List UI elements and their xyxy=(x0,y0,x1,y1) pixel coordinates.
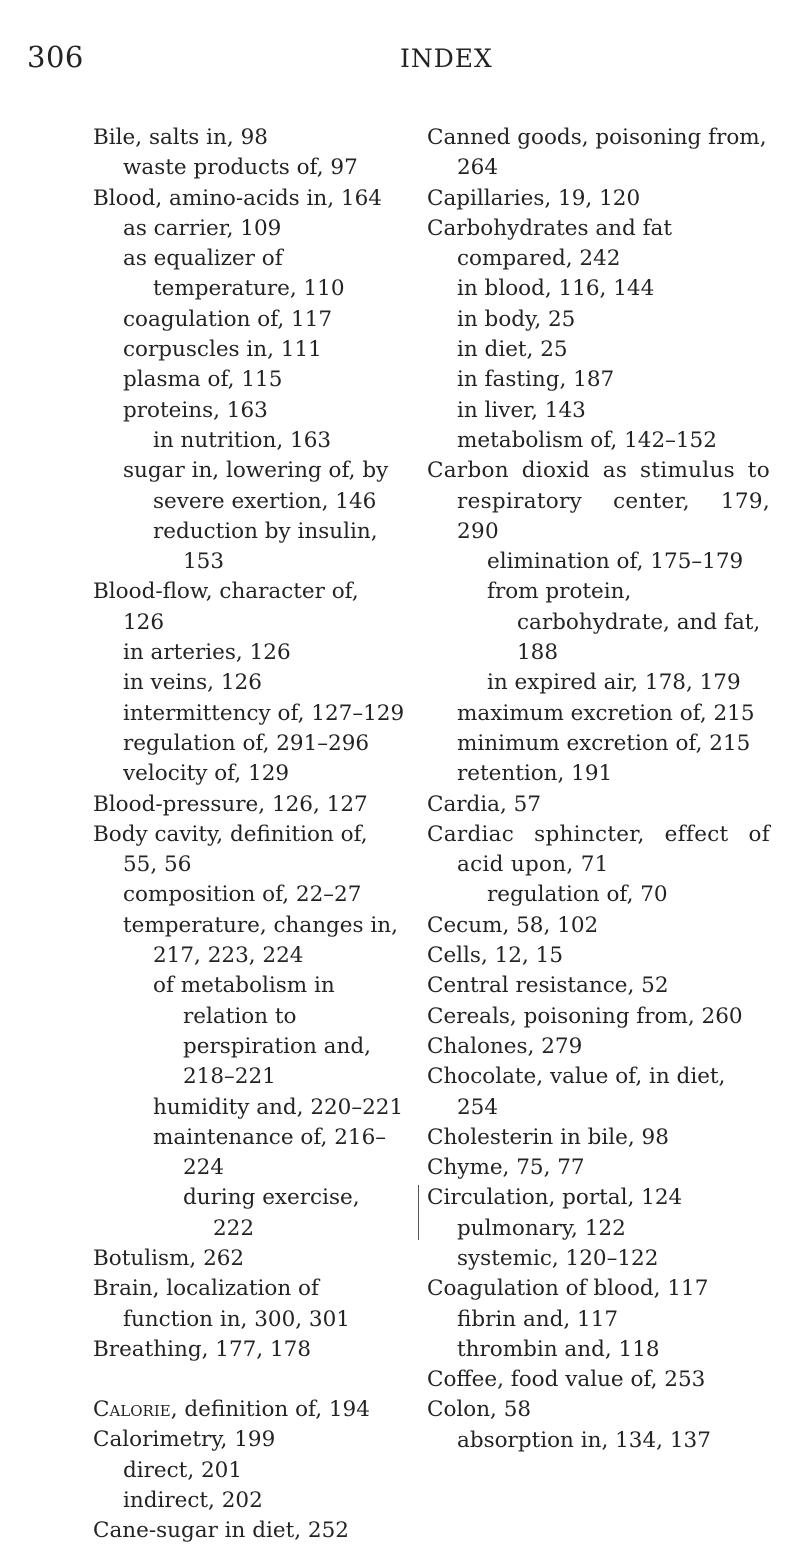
index-entry: Colon, 58 xyxy=(427,1397,532,1423)
index-entry: Brain, localization of function in, 300, 301 xyxy=(93,1276,350,1332)
index-entry: Central resistance, 52 xyxy=(427,973,669,999)
index-subentry: maintenance of, 216–224 xyxy=(153,1124,386,1181)
section-gap xyxy=(93,1365,405,1395)
page-header xyxy=(0,40,800,80)
index-subentry: direct, 201 xyxy=(123,1457,243,1483)
index-subentry: maximum excretion of, 215 xyxy=(457,700,755,726)
index-entry: Coffee, food value of, 253 xyxy=(427,1367,706,1393)
index-subentry: waste products of, 97 xyxy=(123,155,358,181)
index-subentry: in arteries, 126 xyxy=(123,640,291,666)
index-subentry: during exercise, 222 xyxy=(183,1185,360,1241)
index-subentry: corpuscles in, 111 xyxy=(123,337,322,363)
index-subentry: pulmonary, 122 xyxy=(457,1215,626,1241)
index-subentry: proteins, 163 xyxy=(123,397,268,423)
index-subentry: in blood, 116, 144 xyxy=(457,276,655,302)
index-subentry: of metabolism in relation to perspiration and, 218–221 xyxy=(153,973,371,1090)
index-entry: Cholesterin in bile, 98 xyxy=(427,1124,669,1150)
index-subentry: intermittency of, 127–129 xyxy=(123,700,405,726)
index-entry: Carbon dioxid as stimulus to respiratory center, 179, 290 xyxy=(427,458,770,544)
index-entry: Chyme, 75, 77 xyxy=(427,1155,585,1181)
index-entry: Cells, 12, 15 xyxy=(427,943,564,969)
index-subentry: absorption in, 134, 137 xyxy=(457,1427,711,1453)
running-head: INDEX xyxy=(400,44,493,73)
index-subentry: as carrier, 109 xyxy=(123,215,282,241)
index-subentry: metabolism of, 142–152 xyxy=(457,427,717,453)
index-subentry: temperature, changes in, 217, 223, 224 xyxy=(123,912,398,969)
index-subentry: plasma of, 115 xyxy=(123,367,283,393)
index-entry: Cecum, 58, 102 xyxy=(427,912,599,938)
index-subentry: reduction by insulin, 153 xyxy=(153,518,378,575)
index-subentry: composition of, 22–27 xyxy=(123,882,362,908)
index-entry: Calorimetry, 199 xyxy=(93,1427,276,1453)
index-subentry: elimination of, 175–179 xyxy=(487,549,744,575)
index-entry: Blood, amino-acids in, 164 xyxy=(93,185,382,211)
index-subentry: fibrin and, 117 xyxy=(457,1306,619,1332)
index-subentry: coagulation of, 117 xyxy=(123,306,333,332)
index-entry: Body cavity, definition of, 55, 56 xyxy=(93,821,368,878)
index-entry: Capillaries, 19, 120 xyxy=(427,185,641,211)
index-entry: Cane-sugar in diet, 252 xyxy=(93,1518,349,1544)
index-entry xyxy=(93,1395,405,1425)
index-subentry: sugar in, lowering of, by severe exertion, 146 xyxy=(123,458,389,514)
index-entry: Cardia, 57 xyxy=(427,791,542,817)
index-entry: Cereals, poisoning from, 260 xyxy=(427,1003,743,1029)
index-entry: Chocolate, value of, in diet, 254 xyxy=(427,1064,726,1120)
index-subentry: thrombin and, 118 xyxy=(457,1336,660,1362)
index-subentry: regulation of, 70 xyxy=(487,882,668,908)
index-entry: Botulism, 262 xyxy=(93,1245,245,1271)
index-column-right xyxy=(427,123,770,1456)
index-entry: Circulation, portal, 124 xyxy=(427,1185,683,1211)
index-entry: Bile, salts in, 98 xyxy=(93,125,268,150)
index-subentry: velocity of, 129 xyxy=(123,761,290,787)
index-entry: Blood-pressure, 126, 127 xyxy=(93,791,368,817)
index-subentry: from protein, carbohydrate, and fat, 188 xyxy=(487,579,761,666)
index-subentry: humidity and, 220–221 xyxy=(153,1094,404,1120)
index-entry: Coagulation of blood, 117 xyxy=(427,1276,709,1302)
index-entry: Carbohydrates and fat compared, 242 xyxy=(427,215,673,272)
column-rule xyxy=(418,1185,419,1240)
index-subentry: retention, 191 xyxy=(457,761,613,787)
index-entry: Cardiac sphincter, effect of acid upon, 71 xyxy=(427,821,770,878)
index-entry: Chalones, 279 xyxy=(427,1033,583,1059)
index-subentry: in expired air, 178, 179 xyxy=(487,670,741,696)
page-number: 306 xyxy=(27,40,84,74)
small-caps-term: Calorie xyxy=(93,1397,171,1423)
index-subentry: in diet, 25 xyxy=(457,337,568,363)
index-subentry: in fasting, 187 xyxy=(457,367,615,393)
index-subentry: in body, 25 xyxy=(457,306,576,332)
index-subentry: in nutrition, 163 xyxy=(153,427,332,453)
index-subentry: indirect, 202 xyxy=(123,1488,263,1514)
entry-rest: , definition of, 194 xyxy=(170,1397,370,1423)
index-subentry: in liver, 143 xyxy=(457,397,586,423)
index-subentry: regulation of, 291–296 xyxy=(123,730,370,756)
index-entry: Blood-flow, character of, 126 xyxy=(93,579,359,635)
index-subentry: minimum excretion of, 215 xyxy=(457,730,751,756)
index-entry: Canned goods, poisoning from, 264 xyxy=(427,125,767,181)
index-entry: Breathing, 177, 178 xyxy=(93,1336,312,1362)
index-subentry: systemic, 120–122 xyxy=(457,1245,659,1271)
index-subentry: in veins, 126 xyxy=(123,670,262,696)
index-subentry: as equalizer of temperature, 110 xyxy=(123,246,345,302)
index-column-left xyxy=(93,123,405,1547)
